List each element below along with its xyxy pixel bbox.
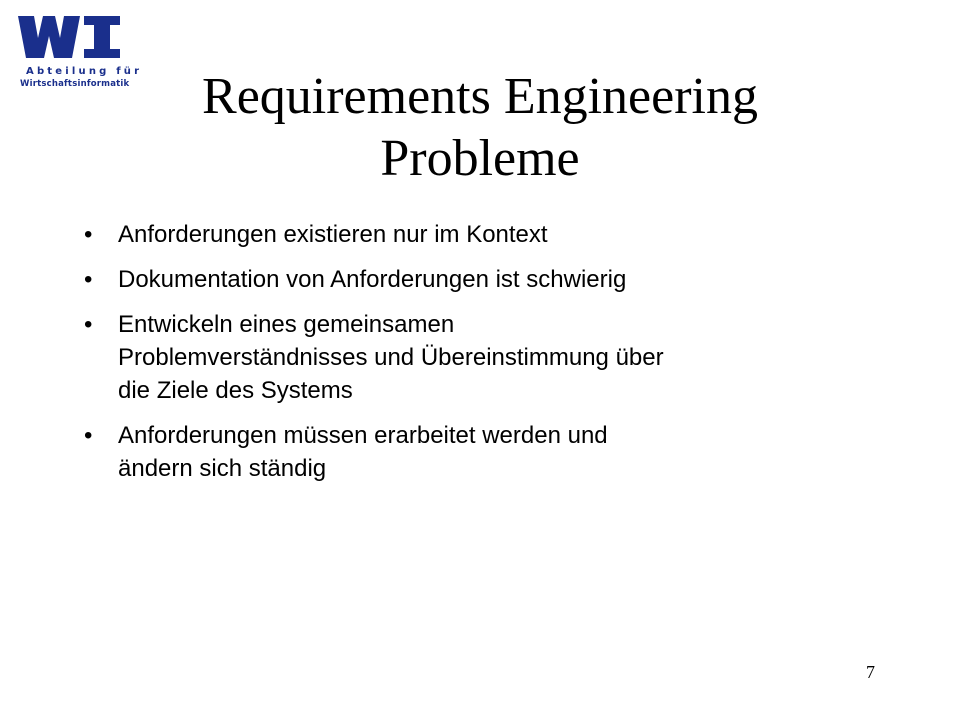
bullet-item bbox=[84, 419, 874, 485]
bullet-icon: • bbox=[84, 311, 93, 338]
bullet-item bbox=[84, 308, 874, 407]
bullet-text: Anforderungen existieren nur im Kontext bbox=[118, 221, 548, 248]
slide-title-line-1: Requirements Engineering bbox=[202, 68, 758, 125]
slide-title-line-2: Probleme bbox=[380, 130, 580, 187]
bullet-text-line: ändern sich ständig bbox=[118, 455, 327, 482]
bullet-icon: • bbox=[84, 422, 93, 449]
bullet-icon: • bbox=[84, 266, 93, 293]
bullet-text-line: Entwickeln eines gemeinsamen bbox=[118, 311, 455, 338]
bullet-text-line: Anforderungen müssen erarbeitet werden und bbox=[118, 422, 608, 449]
bullet-list bbox=[84, 218, 874, 497]
logo-department-label: Abteilung für bbox=[26, 66, 143, 77]
bullet-icon: • bbox=[84, 221, 93, 248]
bullet-text-line: Problemverständnisses und Übereinstimmung über bbox=[118, 344, 664, 371]
bullet-text: Dokumentation von Anforderungen ist schwierig bbox=[118, 266, 627, 293]
bullet-item bbox=[84, 263, 874, 296]
bullet-item bbox=[84, 218, 874, 251]
page-number: 7 bbox=[866, 662, 875, 682]
slide-title bbox=[130, 66, 830, 190]
wi-logo-mark-icon bbox=[16, 12, 128, 62]
bullet-text-line: die Ziele des Systems bbox=[118, 377, 353, 404]
logo-subject-label: Wirtschaftsinformatik bbox=[20, 79, 130, 89]
